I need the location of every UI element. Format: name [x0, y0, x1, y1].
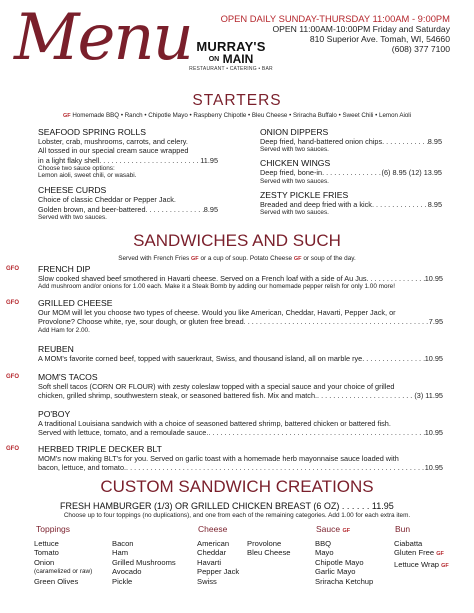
item-desc: Served with lettuce, tomato, and a remoulade sauce. [38, 428, 209, 438]
list-item: Lettuce Wrap [394, 559, 440, 569]
item-desc: Breaded and deep fried with a kick [260, 199, 372, 209]
list-item: Pepper Jack [197, 567, 240, 577]
toppings-head: Toppings [36, 524, 71, 534]
item-title: ZESTY PICKLE FRIES [260, 189, 349, 200]
bun-col: Ciabatta Gluten Free GF Lettuce Wrap GF [394, 539, 449, 569]
toppings-col2 [112, 539, 176, 586]
item-note: Served with two sauces. [38, 214, 107, 222]
item-desc: Deep fried, hand-battered onion chips [260, 137, 383, 146]
logo-line1: MURRAY'S [196, 39, 266, 54]
logo-line2: MAIN [222, 52, 254, 66]
starters-title: STARTERS [192, 92, 282, 109]
item-title: CHICKEN WINGS [260, 158, 331, 169]
item-desc: Slow cooked shaved beef smothered in Havarti cheese. Served on a French loaf with a side of Au Jus [38, 274, 367, 283]
hours-line2: OPEN 11:00AM-10:00PM Friday and Saturday [272, 24, 450, 34]
phone: (608) 377 7100 [391, 44, 450, 54]
item-desc: Our MOM will let you choose two types of cheese. Would you like American, Cheddar, Havarti, Pepper Jack, or [38, 308, 396, 317]
item-desc: Lobster, crab, mushrooms, carrots, and celery. [38, 137, 188, 146]
toppings-col1 [34, 539, 92, 586]
list-item: Onion [34, 557, 55, 567]
item-price: 10.95 [424, 428, 443, 438]
sauce-col [315, 539, 373, 586]
item-price: 10.95 [424, 463, 443, 473]
choose-note: Choose up to four toppings (no duplications), and one from each of the remaining categories. Add 1.00 for each extra item. [63, 512, 411, 519]
item-price: 8.95 [427, 137, 442, 146]
item-desc: Deep fried, bone-in [260, 168, 323, 178]
list-item: Cheddar [197, 548, 227, 558]
list-item: Sriracha Ketchup [315, 576, 374, 586]
sandwich-reuben [38, 344, 443, 363]
item-note: Add mushroom and/or onions for 1.00 each. Make it a Steak Bomb by adding our homemade pepper relish for only 1.00 more! [38, 283, 396, 291]
item-title: GRILLED CHEESE [38, 298, 113, 308]
list-item: BBQ [315, 539, 332, 548]
item-price: 7.95 [428, 317, 443, 327]
list-item: Grilled Mushrooms [112, 557, 176, 567]
item-note: Add Ham for 2.00. [38, 326, 90, 334]
cheese-col2 [247, 539, 290, 558]
sandwich-french-dip [38, 264, 443, 290]
item-title: ONION DIPPERS [260, 127, 329, 137]
item-title: FRENCH DIP [38, 264, 91, 274]
item-price: 8.95 [427, 199, 442, 209]
item-price-row [260, 137, 442, 146]
sandwich-moms-tacos [38, 372, 443, 401]
item-price-row [38, 205, 218, 214]
list-item: Bacon [112, 539, 134, 548]
list-item: Tomato [34, 548, 59, 558]
item-note: Served with two sauces. [260, 146, 329, 154]
sandwich-poboy [38, 409, 443, 438]
item-desc: MOM's now making BLT's for you. Served on garlic toast with a homemade herb mayonnaise sauce loaded with [38, 454, 399, 463]
item-price: 11.95 [200, 155, 218, 165]
item-desc: A MOM's favorite corned beef, topped with sauerkraut, Swiss, and thousand island, all on marble rye [38, 354, 363, 363]
list-item: (caramelized or raw) [34, 568, 93, 576]
item-price-row [38, 274, 443, 283]
list-item: Pickle [112, 576, 133, 586]
item-price: 8.95 [203, 204, 218, 214]
hours-line1: OPEN DAILY SUNDAY-THURSDAY 11:00AM - 9:00PM [220, 13, 450, 24]
menu-script-title: Menu [14, 1, 192, 75]
custom-title: CUSTOM SANDWICH CREATIONS [100, 477, 374, 496]
item-desc: bacon, lettuce, and tomato. [38, 463, 127, 473]
item-title: MOM'S TACOS [38, 372, 98, 382]
item-price-row [38, 317, 443, 326]
list-item: Ciabatta [394, 539, 423, 548]
item-desc: Golden brown, and beer-battered [38, 204, 146, 214]
item-title: PO'BOY [38, 409, 71, 419]
list-item: Gluten Free [394, 548, 435, 558]
item-price-row [260, 200, 442, 209]
item-desc: All tossed in our special cream sauce wrapped [38, 146, 189, 156]
sandwiches-title: SANDWICHES AND SUCH [133, 231, 341, 250]
starters-right [260, 127, 442, 216]
burger-line: FRESH HAMBURGER (1/3) OR GRILLED CHICKEN BREAST (6 OZ) . . . . . . 11.95 [60, 501, 394, 511]
item-note: Choose two sauce options: [38, 165, 115, 173]
item-note: Served with two sauces. [260, 177, 329, 185]
gfo-tag: GFO [6, 446, 19, 452]
burger-price: 11.95 [371, 501, 394, 511]
item-note: Served with two sauces. [260, 209, 329, 217]
sauces-gf: GF [62, 113, 71, 119]
list-item: Swiss [197, 576, 217, 586]
item-desc: Provolone? Choose white, rye, sour dough, or gluten free bread [38, 317, 244, 327]
list-item: Ham [112, 548, 129, 558]
item-title: CHEESE CURDS [38, 185, 107, 196]
item-title: REUBEN [38, 344, 74, 354]
list-item: Lettuce [34, 539, 59, 548]
sandwiches-note: Served with French Fries GF or a cup of soup. Potato Cheese GF or soup of the day. [118, 255, 356, 262]
item-price-row [38, 354, 443, 363]
gfo-tag: GFO [6, 374, 19, 380]
starters-left [38, 127, 218, 221]
logo-tagline: RESTAURANT • CATERING • BAR [189, 65, 273, 72]
list-item: Avocado [112, 567, 142, 577]
gfo-tag: GFO [6, 266, 19, 272]
sauces-list: Homemade BBQ • Ranch • Chipotle Mayo • Raspberry Chipotle • Bleu Cheese • Sriracha Buffalo • Sweet Chili • Lemon Aioli [72, 112, 412, 119]
item-price: 10.95 [424, 354, 443, 363]
item-title: HERBED TRIPLE DECKER BLT [38, 444, 162, 454]
list-item: Mayo [315, 548, 334, 558]
item-desc: Soft shell tacos (CORN OR FLOUR) with zesty coleslaw topped with a special sauce and your choice of grilled [38, 382, 395, 391]
bun-head: Bun [395, 524, 411, 534]
sauce-head: Sauce GF [316, 524, 351, 534]
item-desc: chicken, grilled shrimp, southwestern steak, or seasoned battered fish. Mix and match. [38, 391, 318, 401]
logo-on: ON [208, 55, 220, 63]
sandwich-grilled-cheese [38, 298, 443, 334]
hours-block [221, 14, 450, 54]
starters-sauces [0, 112, 474, 119]
list-item: American [197, 539, 230, 548]
list-item: Bleu Cheese [247, 548, 291, 558]
item-price-row [38, 156, 218, 165]
item-price-row [260, 168, 442, 177]
list-item: Green Olives [34, 576, 79, 586]
item-desc: A traditional Louisiana sandwich with a choice of seasoned battered shrimp, battered chicken or battered fish. [38, 419, 391, 428]
list-item: Provolone [247, 539, 282, 548]
item-price-row [38, 463, 443, 472]
item-price-row [38, 428, 443, 437]
cheese-head: Cheese [198, 524, 228, 534]
item-price: (3) 11.95 [414, 391, 443, 401]
list-item: Havarti [197, 557, 222, 567]
item-note: Lemon aioli, sweet chili, or wasabi. [38, 172, 137, 180]
list-item: Chipotle Mayo [315, 557, 364, 567]
item-title: SEAFOOD SPRING ROLLS [38, 127, 146, 137]
item-price-row [38, 391, 443, 400]
item-desc: in a light flaky shell [38, 155, 100, 165]
item-desc: Choice of classic Cheddar or Pepper Jack. [38, 195, 176, 205]
gfo-tag: GFO [6, 300, 19, 306]
item-price: 10.95 [424, 274, 443, 283]
address: 810 Superior Ave. Tomah, WI, 54660 [309, 34, 450, 44]
item-price: (6) 8.95 (12) 13.95 [381, 168, 442, 178]
cheese-col1 [197, 539, 239, 586]
sandwich-blt [38, 444, 443, 473]
list-item: Garlic Mayo [315, 567, 356, 577]
